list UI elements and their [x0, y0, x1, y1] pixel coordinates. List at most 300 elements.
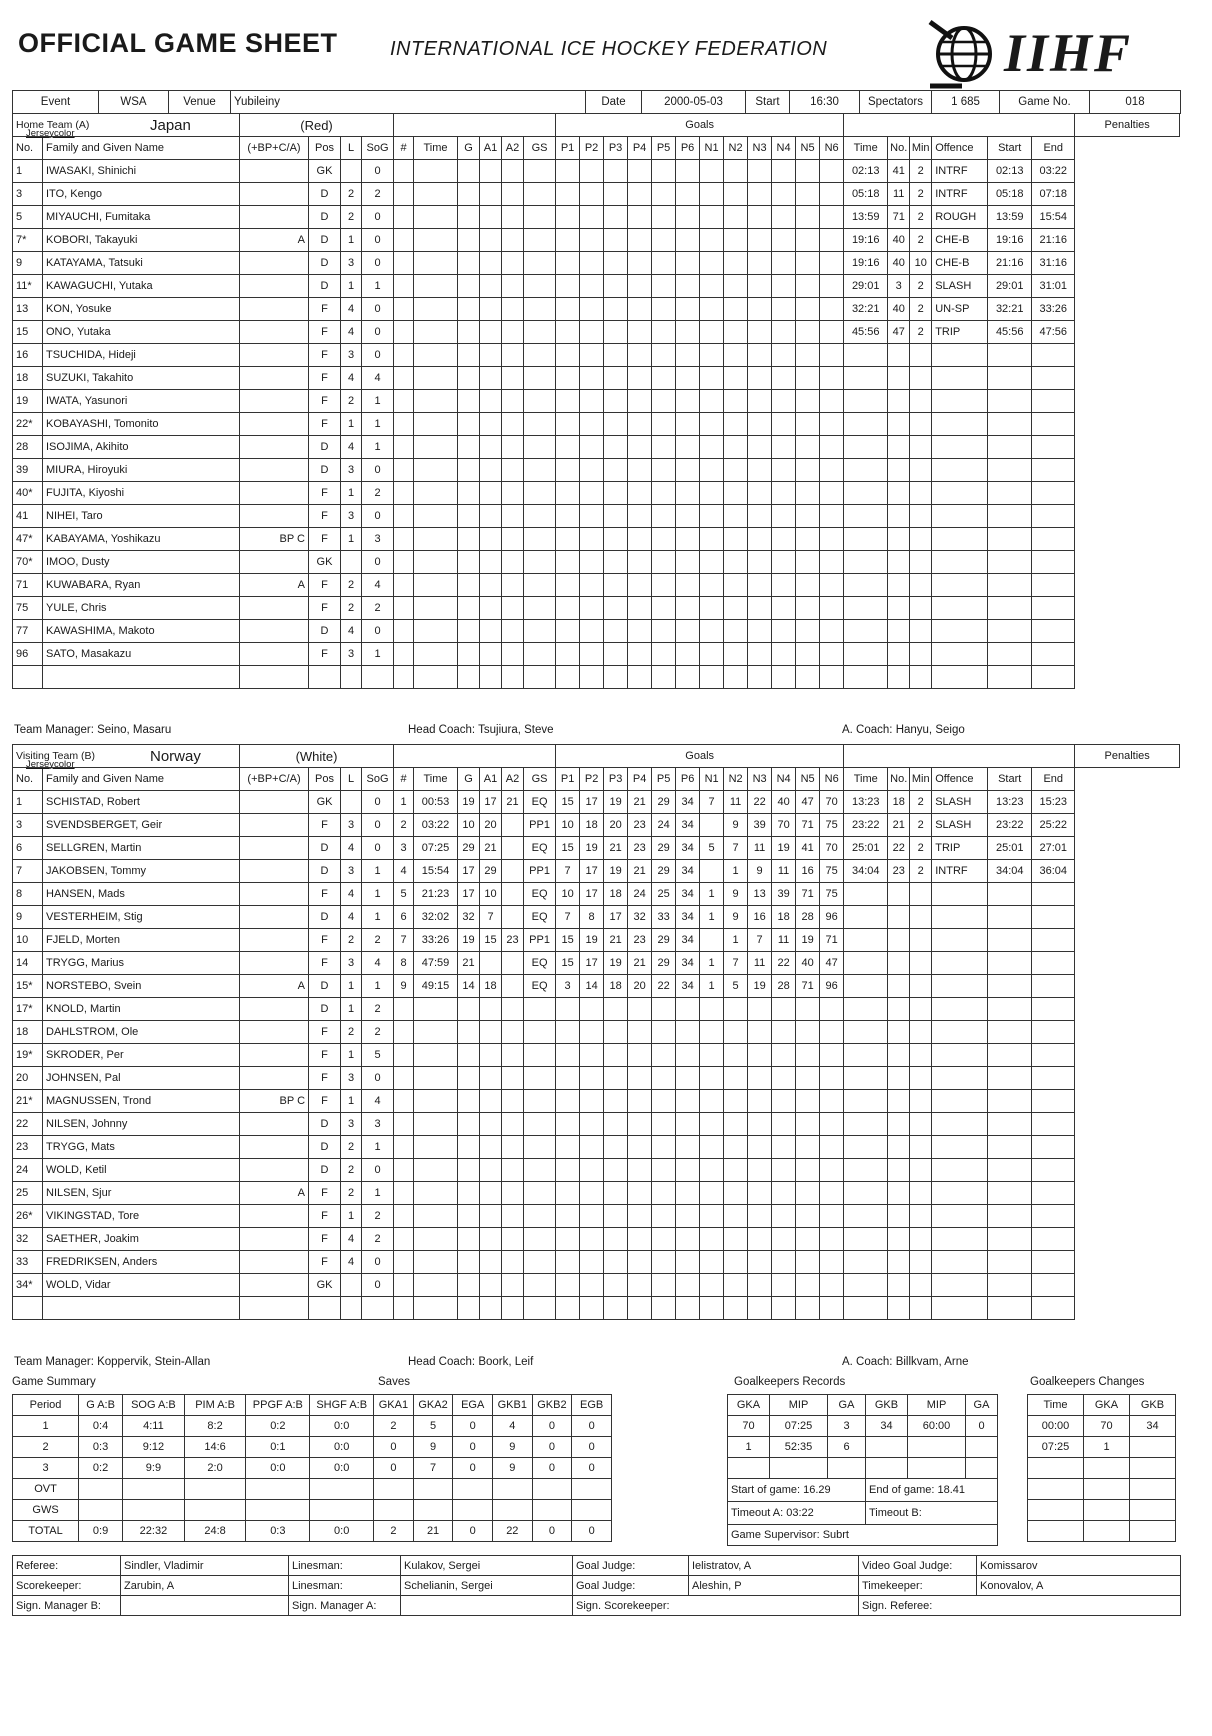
goal-assist-1: 15 [480, 929, 502, 952]
penalty-empty-cell [1032, 574, 1075, 597]
penalty-empty-cell [932, 390, 988, 413]
penalty-empty-cell [910, 998, 932, 1021]
goal-empty-cell [524, 298, 556, 321]
player-sog: 4 [362, 574, 394, 597]
goal-empty-cell [700, 344, 724, 367]
home-jersey-label: Jerseycolor [26, 127, 75, 139]
goal-empty-cell [414, 1067, 458, 1090]
goal-plus-player: 20 [604, 814, 628, 837]
goal-empty-cell [676, 620, 700, 643]
penalty-empty-cell [988, 1182, 1032, 1205]
penalty-start: 34:04 [988, 860, 1032, 883]
summary-cell [413, 1500, 453, 1521]
goaljudge-label-2: Goal Judge: [573, 1576, 689, 1596]
goal-empty-cell [480, 298, 502, 321]
summary-cell [413, 1479, 453, 1500]
col-pen-no: No. [888, 137, 910, 160]
goal-empty-cell [480, 229, 502, 252]
player-line: 4 [341, 367, 362, 390]
gk-changes-row [1028, 1437, 1176, 1458]
goal-empty-cell [652, 1297, 676, 1320]
goal-minus-player [700, 860, 724, 883]
player-name: FUJITA, Kiyoshi [43, 482, 240, 505]
player-captaincy [240, 206, 309, 229]
goal-empty-cell [676, 459, 700, 482]
goal-empty-cell [676, 1067, 700, 1090]
player-position: GK [309, 791, 341, 814]
goal-empty-cell [480, 321, 502, 344]
penalty-offence: SLASH [932, 791, 988, 814]
penalty-empty-cell [910, 1067, 932, 1090]
goal-empty-cell [724, 1182, 748, 1205]
penalty-empty-cell [888, 643, 910, 666]
goal-empty-cell [480, 1274, 502, 1297]
goal-empty-cell [414, 367, 458, 390]
penalty-empty-cell [910, 505, 932, 528]
goal-empty-cell [700, 528, 724, 551]
goal-assist-1: 21 [480, 837, 502, 860]
goal-empty-cell [394, 390, 414, 413]
goal-empty-cell [480, 206, 502, 229]
penalty-offence: INTRF [932, 860, 988, 883]
goal-empty-cell [414, 390, 458, 413]
goal-empty-cell [394, 1067, 414, 1090]
summary-cell: 0 [453, 1437, 493, 1458]
goal-time: 21:23 [414, 883, 458, 906]
goal-empty-cell [796, 1205, 820, 1228]
goal-empty-cell [580, 1136, 604, 1159]
gk-records-header-cell: GKA [728, 1395, 770, 1416]
goal-empty-cell [502, 321, 524, 344]
goaljudge-name-1: Ielistratov, A [689, 1556, 859, 1576]
goal-empty-cell [480, 574, 502, 597]
goal-empty-cell [748, 1021, 772, 1044]
player-sog: 1 [362, 275, 394, 298]
player-line: 1 [341, 1090, 362, 1113]
penalty-empty-cell [1032, 1274, 1075, 1297]
goal-empty-cell [480, 1090, 502, 1113]
goal-empty-cell [524, 620, 556, 643]
col-p6: P6 [676, 137, 700, 160]
goal-empty-cell [652, 1228, 676, 1251]
goal-empty-cell [394, 574, 414, 597]
goal-situation: EQ [524, 975, 556, 998]
summary-cell: 0 [572, 1458, 612, 1479]
goal-minus-player: 1 [724, 860, 748, 883]
goal-empty-cell [604, 1136, 628, 1159]
penalty-player: 40 [888, 298, 910, 321]
player-name: KATAYAMA, Tatsuki [43, 252, 240, 275]
goal-empty-cell [414, 1021, 458, 1044]
goalkeeper-records-table [727, 1394, 998, 1546]
gk-records-empty [728, 1458, 770, 1479]
player-position: F [309, 367, 341, 390]
player-sog: 0 [362, 620, 394, 643]
goal-empty-cell [524, 229, 556, 252]
goal-minus-player: 71 [796, 814, 820, 837]
penalty-empty-cell [844, 1251, 888, 1274]
goal-empty-cell [676, 1274, 700, 1297]
penalty-empty-cell [932, 643, 988, 666]
player-name: KAWASHIMA, Makoto [43, 620, 240, 643]
player-position: F [309, 1228, 341, 1251]
goal-minus-player: 18 [772, 906, 796, 929]
player-line: 4 [341, 321, 362, 344]
player-name: NORSTEBO, Svein [43, 975, 240, 998]
player-row [13, 1205, 1180, 1228]
player-position: D [309, 1136, 341, 1159]
player-position: F [309, 1090, 341, 1113]
gk-records-empty [908, 1458, 966, 1479]
penalty-empty-cell [844, 1021, 888, 1044]
penalty-empty-cell [844, 390, 888, 413]
goal-empty-cell [772, 1297, 796, 1320]
goal-empty-cell [748, 643, 772, 666]
goal-empty-cell [748, 321, 772, 344]
penalty-empty-cell [1032, 883, 1075, 906]
summary-cell [123, 1500, 185, 1521]
goal-scorer: 19 [458, 791, 480, 814]
col-p3: P3 [604, 137, 628, 160]
penalty-empty-cell [932, 436, 988, 459]
player-number: 9 [13, 252, 43, 275]
player-sog: 0 [362, 160, 394, 183]
player-name: KON, Yosuke [43, 298, 240, 321]
goal-empty-cell [676, 1205, 700, 1228]
penalty-empty-cell [888, 390, 910, 413]
goal-scorer: 19 [458, 929, 480, 952]
goal-plus-player: 18 [604, 975, 628, 998]
goal-empty-cell [748, 998, 772, 1021]
goal-empty-cell [394, 275, 414, 298]
goal-empty-cell [628, 1021, 652, 1044]
goal-empty-cell [394, 298, 414, 321]
goal-empty-cell [524, 505, 556, 528]
player-sog: 2 [362, 1228, 394, 1251]
goal-empty-cell [502, 206, 524, 229]
penalty-empty-cell [844, 998, 888, 1021]
player-row [13, 620, 1180, 643]
player-position [309, 666, 341, 689]
player-line: 1 [341, 482, 362, 505]
summary-cell: 5 [413, 1416, 453, 1437]
goal-empty-cell [502, 1274, 524, 1297]
goal-empty-cell [724, 344, 748, 367]
player-number: 33 [13, 1251, 43, 1274]
goal-plus-player: 17 [604, 906, 628, 929]
penalty-empty-cell [988, 1297, 1032, 1320]
penalty-minutes: 10 [910, 252, 932, 275]
penalty-empty-cell [1032, 1205, 1075, 1228]
goal-empty-cell [458, 367, 480, 390]
player-position: D [309, 998, 341, 1021]
goal-empty-cell [748, 666, 772, 689]
goal-empty-cell [524, 459, 556, 482]
goal-empty-cell [652, 275, 676, 298]
penalty-end: 27:01 [1032, 837, 1075, 860]
player-line: 3 [341, 814, 362, 837]
goal-empty-cell [796, 574, 820, 597]
timeouts-row [728, 1502, 998, 1525]
player-sog: 0 [362, 837, 394, 860]
goal-empty-cell [796, 390, 820, 413]
player-number: 71 [13, 574, 43, 597]
goal-empty-cell [724, 505, 748, 528]
goal-empty-cell [748, 1067, 772, 1090]
goal-empty-cell [414, 1159, 458, 1182]
player-row [13, 482, 1180, 505]
gk-records-cell: 70 [728, 1416, 770, 1437]
goal-empty-cell [580, 344, 604, 367]
goal-plus-player: 34 [676, 883, 700, 906]
player-position: D [309, 459, 341, 482]
penalty-empty-cell [888, 551, 910, 574]
goal-assist-2: 23 [502, 929, 524, 952]
goal-plus-player: 17 [580, 791, 604, 814]
goal-empty-cell [394, 206, 414, 229]
goal-empty-cell [524, 1251, 556, 1274]
goal-empty-cell [604, 1044, 628, 1067]
goal-empty-cell [748, 390, 772, 413]
col-goal-time: Time [414, 137, 458, 160]
goal-empty-cell [414, 597, 458, 620]
goal-empty-cell [524, 344, 556, 367]
goal-empty-cell [414, 321, 458, 344]
goal-empty-cell [772, 275, 796, 298]
player-captaincy [240, 436, 309, 459]
goal-empty-cell [700, 1159, 724, 1182]
goal-empty-cell [524, 1182, 556, 1205]
goal-empty-cell [480, 1136, 502, 1159]
goal-empty-cell [652, 1274, 676, 1297]
goal-empty-cell [480, 275, 502, 298]
goal-empty-cell [458, 1044, 480, 1067]
player-number: 47* [13, 528, 43, 551]
penalty-empty-cell [988, 1021, 1032, 1044]
goal-empty-cell [502, 505, 524, 528]
goal-empty-cell [604, 551, 628, 574]
player-captaincy [240, 367, 309, 390]
goal-empty-cell [676, 390, 700, 413]
player-line [341, 791, 362, 814]
penalty-empty-cell [910, 1274, 932, 1297]
col-pen-no: No. [888, 768, 910, 791]
goal-empty-cell [748, 1113, 772, 1136]
goal-empty-cell [604, 528, 628, 551]
goal-empty-cell [796, 1274, 820, 1297]
gk-records-cell: 1 [728, 1437, 770, 1458]
player-captaincy [240, 814, 309, 837]
goal-empty-cell [480, 252, 502, 275]
goal-empty-cell [772, 528, 796, 551]
federation-name: INTERNATIONAL ICE HOCKEY FEDERATION [390, 38, 828, 60]
goal-empty-cell [394, 1159, 414, 1182]
player-line: 2 [341, 390, 362, 413]
goal-empty-cell [480, 620, 502, 643]
goal-empty-cell [556, 528, 580, 551]
goal-minus-player: 41 [796, 837, 820, 860]
player-number: 18 [13, 1021, 43, 1044]
goal-situation: EQ [524, 883, 556, 906]
player-name: MAGNUSSEN, Trond [43, 1090, 240, 1113]
goal-empty-cell [724, 367, 748, 390]
penalty-empty-cell [910, 1205, 932, 1228]
player-line: 1 [341, 1205, 362, 1228]
scorekeeper-label: Scorekeeper: [13, 1576, 121, 1596]
goal-plus-player: 18 [580, 814, 604, 837]
player-captaincy [240, 791, 309, 814]
summary-cell: 2 [13, 1437, 79, 1458]
goal-empty-cell [556, 252, 580, 275]
summary-header: EGA [453, 1395, 493, 1416]
penalty-empty-cell [932, 1228, 988, 1251]
player-row [13, 1228, 1180, 1251]
col-p4: P4 [628, 137, 652, 160]
player-number: 22* [13, 413, 43, 436]
goal-empty-cell [652, 436, 676, 459]
goal-empty-cell [524, 666, 556, 689]
penalty-empty-cell [988, 883, 1032, 906]
summary-cell: 7 [413, 1458, 453, 1479]
goal-empty-cell [820, 1159, 844, 1182]
penalty-time: 25:01 [844, 837, 888, 860]
goal-plus-player: 17 [580, 883, 604, 906]
player-line: 4 [341, 1228, 362, 1251]
goal-empty-cell [820, 252, 844, 275]
gk-records-header-cell: MIP [908, 1395, 966, 1416]
penalty-player: 71 [888, 206, 910, 229]
player-sog: 3 [362, 1113, 394, 1136]
player-row [13, 551, 1180, 574]
player-captaincy [240, 883, 309, 906]
summary-cell: 9 [493, 1437, 533, 1458]
goal-empty-cell [524, 1274, 556, 1297]
goal-empty-cell [796, 1228, 820, 1251]
goal-empty-cell [652, 229, 676, 252]
goal-empty-cell [772, 252, 796, 275]
player-sog: 1 [362, 860, 394, 883]
summary-cell: 9 [493, 1458, 533, 1479]
goal-empty-cell [394, 1136, 414, 1159]
goal-empty-cell [820, 275, 844, 298]
player-number: 77 [13, 620, 43, 643]
goal-empty-cell [604, 1159, 628, 1182]
goal-scorer: 14 [458, 975, 480, 998]
player-row [13, 413, 1180, 436]
goal-empty-cell [556, 551, 580, 574]
player-row [13, 206, 1180, 229]
goal-empty-cell [628, 1274, 652, 1297]
player-captaincy [240, 1228, 309, 1251]
goal-empty-cell [700, 1044, 724, 1067]
player-position: F [309, 390, 341, 413]
goal-empty-cell [628, 1159, 652, 1182]
gk-changes-empty-row [1028, 1479, 1176, 1500]
goal-empty-cell [480, 436, 502, 459]
player-line: 3 [341, 1067, 362, 1090]
player-position: D [309, 275, 341, 298]
visitor-team-label: Visiting Team (B) [16, 749, 95, 762]
player-captaincy [240, 620, 309, 643]
goal-empty-cell [414, 344, 458, 367]
goal-empty-cell [796, 620, 820, 643]
goal-empty-cell [820, 1090, 844, 1113]
penalty-empty-cell [910, 459, 932, 482]
penalty-end: 03:22 [1032, 160, 1075, 183]
penalty-empty-cell [888, 505, 910, 528]
player-name: ITO, Kengo [43, 183, 240, 206]
spacer [394, 114, 556, 137]
player-sog: 4 [362, 952, 394, 975]
penalty-empty-cell [888, 597, 910, 620]
sign-referee: Sign. Referee: [859, 1596, 1181, 1616]
col-n1: N1 [700, 137, 724, 160]
penalty-empty-cell [932, 482, 988, 505]
gk-changes-cell: 1 [1084, 1437, 1130, 1458]
goal-empty-cell [700, 1182, 724, 1205]
goal-empty-cell [628, 1228, 652, 1251]
linesman-label-2: Linesman: [289, 1576, 401, 1596]
penalty-minutes: 2 [910, 321, 932, 344]
col-line: L [341, 137, 362, 160]
penalty-empty-cell [1032, 1228, 1075, 1251]
gk-records-cell: 07:25 [770, 1416, 828, 1437]
timeout-a: Timeout A: 03:22 [728, 1502, 866, 1525]
goal-empty-cell [414, 1297, 458, 1320]
penalty-empty-cell [844, 883, 888, 906]
goal-plus-player: 20 [628, 975, 652, 998]
gk-changes-empty-row [1028, 1521, 1176, 1542]
penalty-empty-cell [888, 1090, 910, 1113]
col-sog: SoG [362, 768, 394, 791]
goaljudge-label-1: Goal Judge: [573, 1556, 689, 1576]
goal-empty-cell [748, 1136, 772, 1159]
goal-empty-cell [772, 344, 796, 367]
goal-minus-player: 7 [724, 837, 748, 860]
home-jersey-color: (Red) [240, 114, 394, 137]
home-manager: Team Manager: Seino, Masaru [14, 724, 172, 736]
goal-empty-cell [480, 183, 502, 206]
goal-empty-cell [652, 1113, 676, 1136]
goal-empty-cell [676, 183, 700, 206]
penalties-header: Penalties [1075, 745, 1180, 768]
gk-records-empty [828, 1458, 866, 1479]
goal-empty-cell [394, 321, 414, 344]
penalty-empty-cell [988, 1251, 1032, 1274]
penalty-player: 47 [888, 321, 910, 344]
goal-scorer: 17 [458, 860, 480, 883]
summary-cell [453, 1500, 493, 1521]
goal-empty-cell [604, 1251, 628, 1274]
goal-empty-cell [580, 1228, 604, 1251]
goal-empty-cell [676, 1113, 700, 1136]
goal-empty-cell [676, 367, 700, 390]
penalty-time: 29:01 [844, 275, 888, 298]
goal-empty-cell [458, 1297, 480, 1320]
player-number: 6 [13, 837, 43, 860]
goal-minus-player: 71 [796, 975, 820, 998]
goal-empty-cell [676, 551, 700, 574]
player-row [13, 597, 1180, 620]
player-sog [362, 666, 394, 689]
goal-empty-cell [796, 160, 820, 183]
goal-assist-1: 29 [480, 860, 502, 883]
goal-empty-cell [748, 528, 772, 551]
goal-empty-cell [480, 1021, 502, 1044]
penalty-end: 15:54 [1032, 206, 1075, 229]
summary-cell [453, 1479, 493, 1500]
player-number: 24 [13, 1159, 43, 1182]
